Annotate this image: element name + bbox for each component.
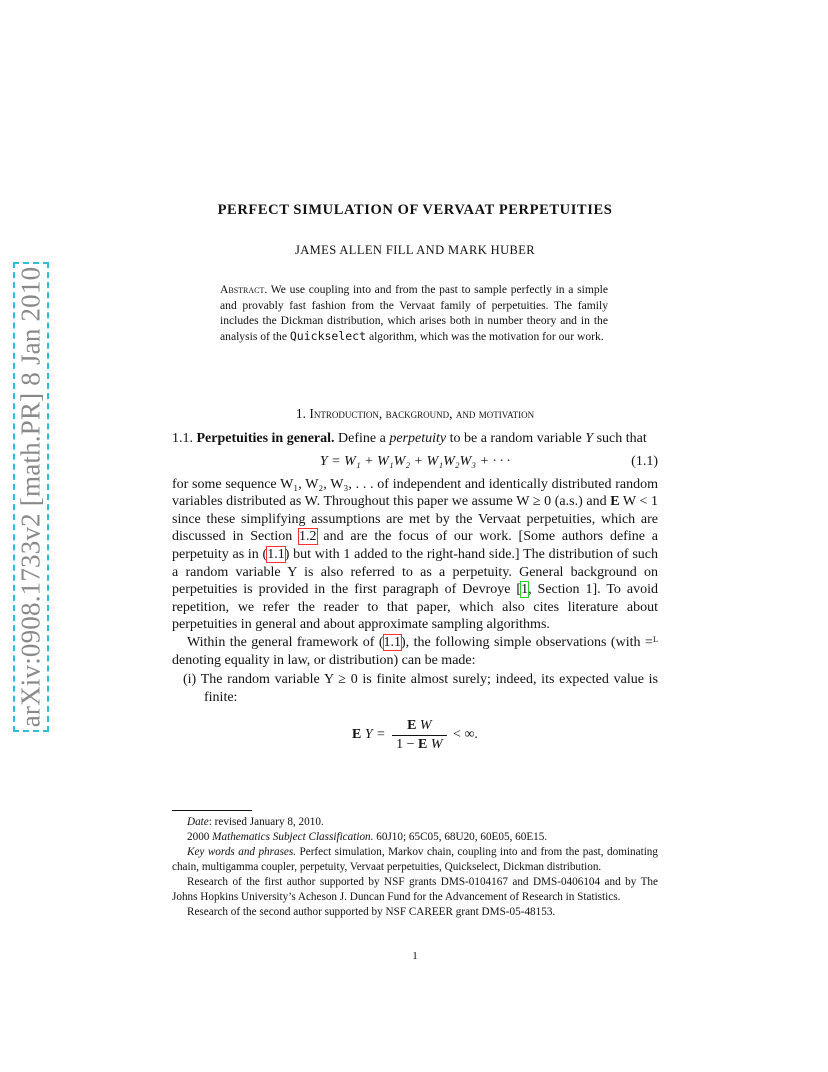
paper-authors: JAMES ALLEN FILL AND MARK HUBER — [294, 243, 536, 257]
p1-part-b: W < 1 since these simplifying assumptions are met by the Vervaat perpetuities, which are discussed in Section — [172, 494, 658, 545]
subsection-number: 1.1. — [172, 431, 193, 446]
body-text — [172, 430, 658, 760]
footnote-date — [172, 815, 658, 830]
equation-1-1-body: Y = W₁ + W₁W₂ + W₁W₂W₃ + · · · — [319, 453, 511, 469]
msc-label: Mathematics Subject Classification. — [212, 831, 374, 843]
p2-part-c: denoting equality in law, or distribution) can be made: — [172, 652, 476, 668]
paper-title: PERFECT SIMULATION OF VERVAAT PERPETUITIES — [217, 202, 613, 218]
eq2-num-W: W — [419, 717, 432, 733]
subsection-lead-2: to be a random variable — [446, 431, 586, 446]
abstract-text-2: algorithm, which was the motivation for our work. — [366, 329, 604, 343]
msc-prefix: 2000 — [187, 831, 213, 843]
eq2-den-E: E — [418, 736, 428, 752]
equal-in-law-symbol: =ᴸ — [644, 634, 659, 650]
ref-section-1-2[interactable]: 1.2 — [299, 529, 317, 545]
p2-part-b: ), the following simple observations (with — [401, 634, 645, 650]
date-label: Date — [187, 816, 209, 828]
item-i-text: The random variable Y ≥ 0 is finite almost surely; indeed, its expected value is finite: — [196, 672, 658, 705]
list-item-i — [172, 671, 658, 706]
ref-eq-1-1[interactable]: 1.1 — [267, 546, 285, 562]
eq2-den-W: W — [430, 736, 443, 752]
subsection-paragraph — [172, 430, 658, 448]
eq2-denominator — [392, 736, 446, 754]
eq2-num-E: E — [407, 717, 417, 733]
footnotes — [172, 815, 658, 920]
eq2-fraction — [392, 717, 446, 754]
keywords-text: Perfect simulation, Markov chain, coupling into and from the past, dominating chain, multigamma coupler, perpetuity, Vervaat perpetuities, Quickselect, Dickman distribution. — [172, 846, 658, 873]
eq2-rhs: < ∞. — [453, 727, 478, 743]
abstract — [220, 282, 608, 344]
abstract-text-1: We use coupling into and from the past to sample perfectly in a simple and provably fast fashion from the Vervaat family of perpetuities. The family includes the Dickman distribution, which arises both in number theory and in the analysis of the — [220, 283, 608, 343]
arxiv-stamp — [13, 262, 49, 732]
arxiv-id: arXiv:0908.1733v2 [math.PR] 8 Jan 2010 — [15, 266, 46, 728]
term-perpetuity: perpetuity — [389, 431, 447, 446]
subsection-lead: Define a — [334, 431, 390, 446]
msc-text: 60J10; 65C05, 68U20, 60E05, 60E15. — [373, 831, 548, 843]
item-i-label: (i) — [183, 672, 197, 688]
page-number: 1 — [412, 950, 418, 962]
p1-part-e: , Section 1]. To avoid repetition, we refer the reader to that paper, which also cites literature about perpetuities in general and about approximate sampling algorithms. — [172, 582, 658, 633]
paragraph-1 — [172, 476, 658, 634]
date-text: : revised January 8, 2010. — [208, 816, 324, 828]
eq2-lhs: Y = — [364, 727, 386, 743]
p1-expectation: E — [610, 494, 620, 510]
section-heading — [172, 406, 658, 422]
keywords-label: Key words and phrases. — [187, 846, 297, 858]
eq2-den-prefix: 1 − — [396, 736, 419, 752]
p1-part-a: for some sequence W₁, W₂, W₃, . . . of independent and identically distributed random variables distributed as W. Throughout this paper we assume W ≥ 0 (a.s.) and — [172, 476, 658, 510]
section-title: Introduction, background, and motivation — [309, 406, 535, 421]
footnote-rule — [172, 810, 252, 811]
p1-part-d: ) but with 1 added to the right-hand side.] The distribution of such a random variable Y is also referred to as a perpetuity. General background on perpetuities is provided in the first paragraph of Devroye [ — [172, 546, 658, 598]
eq2-expectation: E — [352, 727, 362, 743]
subsection-title: Perpetuities in general. — [196, 431, 335, 446]
footnote-funding-2: Research of the second author supported by NSF CAREER grant DMS-05-48153. — [187, 906, 556, 918]
footnote-msc — [172, 830, 658, 845]
subsection-lead-3: such that — [593, 431, 647, 446]
footnote-keywords — [172, 845, 658, 875]
footnote-funding-1: Research of the first author supported by NSF grants DMS-0104167 and DMS-0406104 and by The Johns Hopkins University’s Acheson J. Duncan Fund for the Advancement of Research in Statistics. — [172, 876, 658, 903]
abstract-label: Abstract. — [220, 283, 268, 296]
var-y: Y — [585, 431, 594, 446]
paragraph-2 — [172, 634, 658, 669]
section-number: 1. — [295, 406, 307, 421]
equation-1-1-number: (1.1) — [631, 453, 658, 469]
equation-expectation — [172, 710, 658, 760]
p1-part-c: and are the focus of our work. [Some authors define a perpetuity as in ( — [172, 529, 658, 562]
ref-eq-1-1-second[interactable]: 1.1 — [383, 634, 401, 650]
equation-1-1 — [172, 448, 658, 476]
eq2-numerator — [392, 717, 446, 736]
ref-cite-1[interactable]: 1 — [521, 582, 529, 598]
abstract-code: Quickselect — [289, 328, 367, 343]
p2-part-a: Within the general framework of ( — [187, 634, 384, 650]
